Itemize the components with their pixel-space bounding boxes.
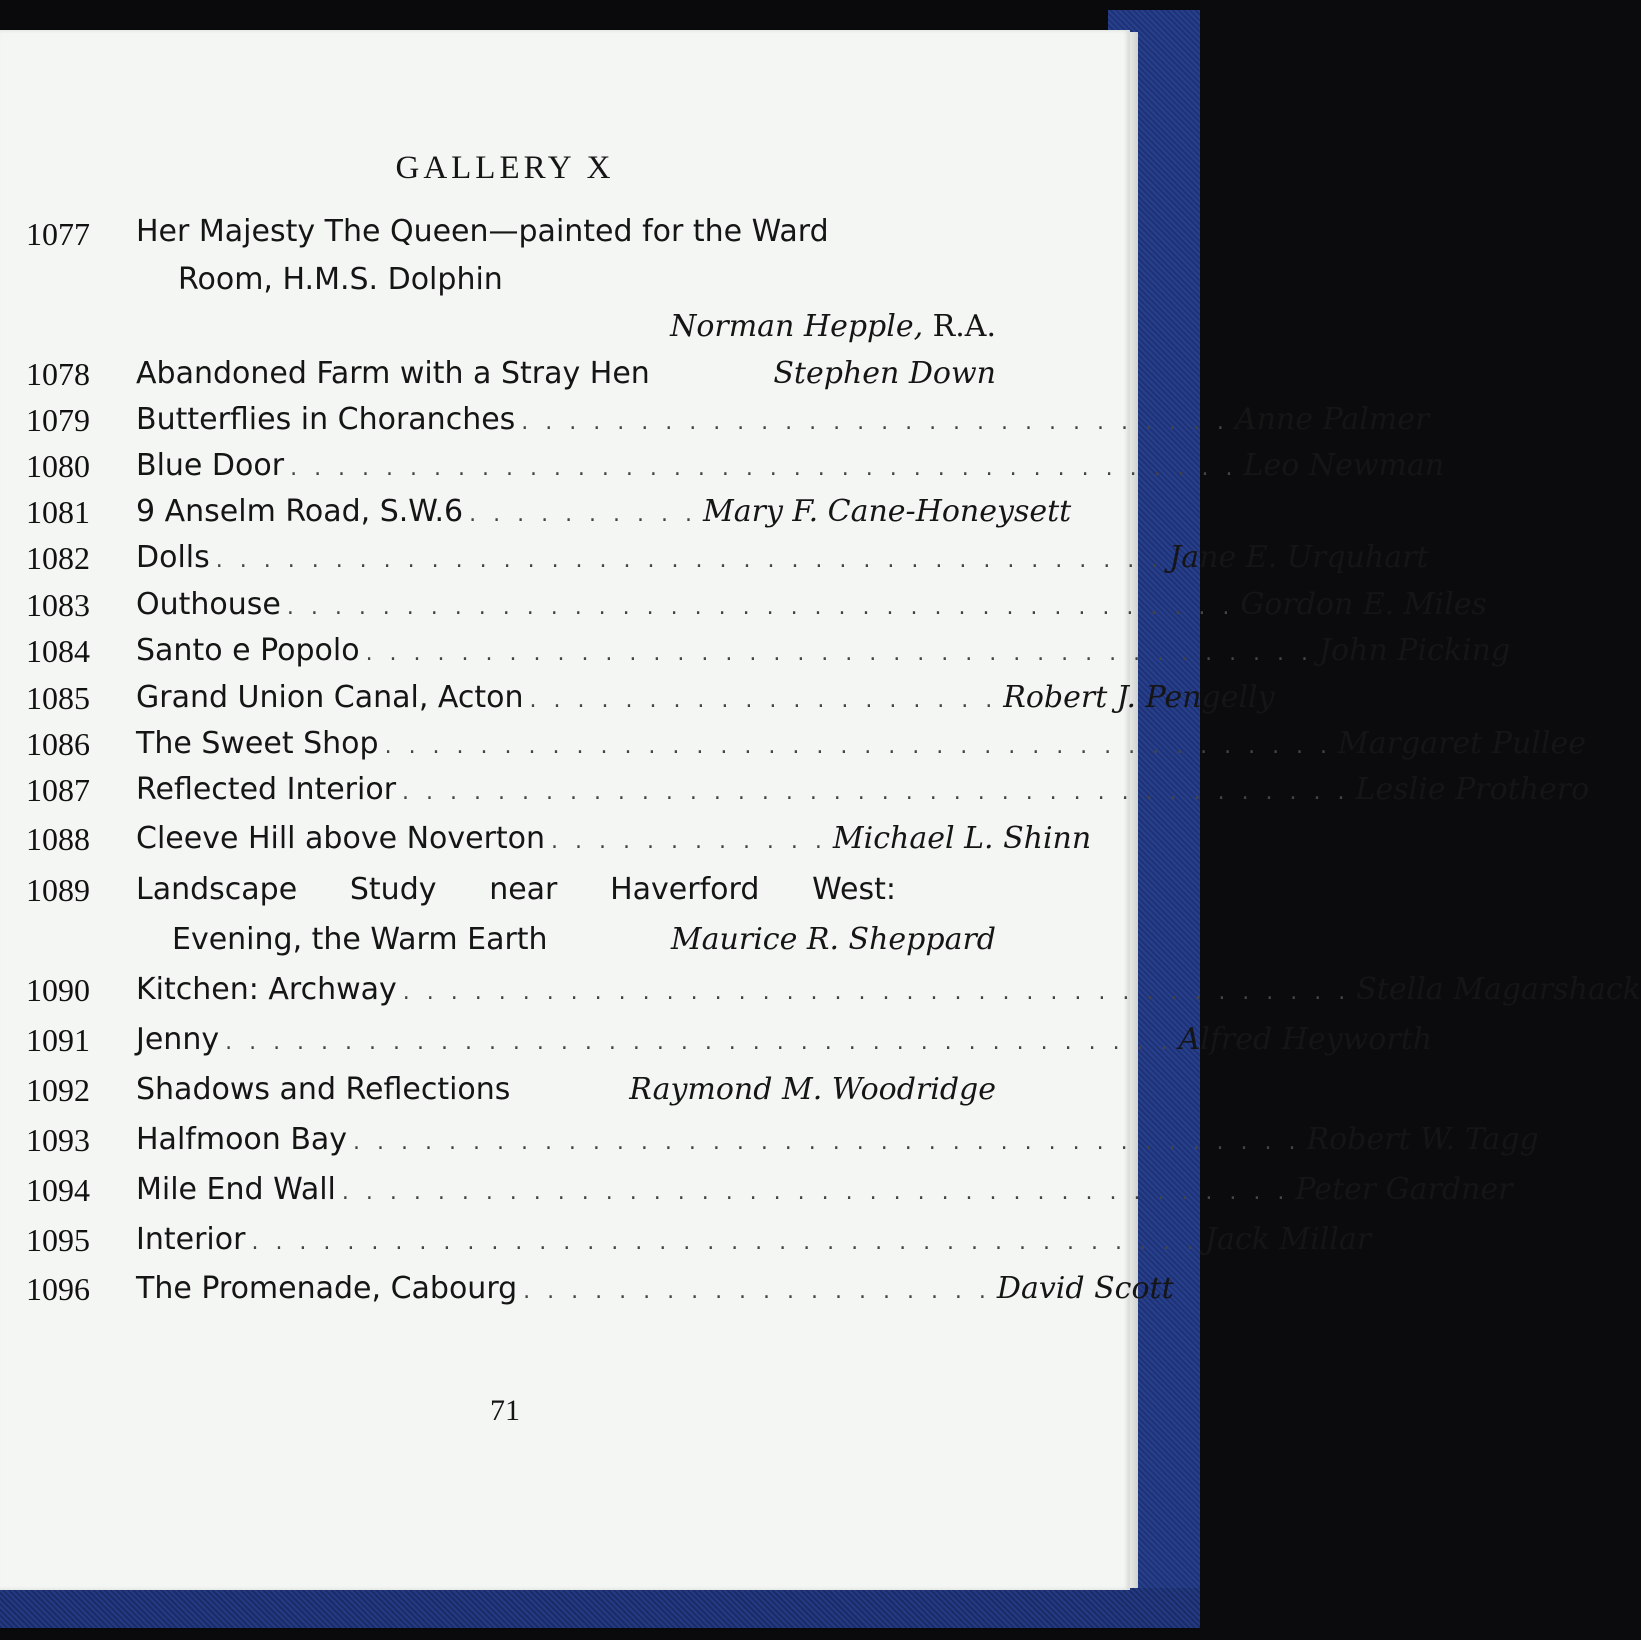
entry-artist: Jane E. Urquhart bbox=[1169, 540, 1429, 575]
entry-number: 1079 bbox=[26, 402, 90, 438]
dot-leader: . . . . . . . . . . . . . . . . . . . . . . . . . . . . . . . . . . . . . . . . bbox=[353, 1130, 1301, 1155]
catalogue-entry bbox=[136, 356, 996, 396]
entry-number: 1094 bbox=[26, 1172, 90, 1208]
entry-title: Cleeve Hill above Noverton bbox=[136, 821, 546, 856]
entry-number: 1083 bbox=[26, 587, 90, 623]
dot-leader: . . . . . . . . . . . . . . . . . . . . . . . . . . . . . . bbox=[521, 410, 1229, 435]
catalogue-entry bbox=[136, 448, 1445, 488]
entry-artist: Raymond M. Woodridge bbox=[629, 1072, 996, 1107]
entry-title: Jenny bbox=[136, 1022, 220, 1057]
catalogue-entry bbox=[136, 1022, 1433, 1062]
catalogue-entry bbox=[136, 1222, 1372, 1262]
entry-artist: Leslie Prothero bbox=[1355, 772, 1590, 807]
entry-title-word: Study bbox=[349, 872, 437, 907]
catalogue-entry bbox=[136, 772, 1590, 812]
entry-artist: Maurice R. Sheppard bbox=[670, 922, 996, 957]
entry-number: 1090 bbox=[26, 972, 90, 1008]
catalogue-entry bbox=[136, 1271, 1174, 1311]
entry-title: Blue Door bbox=[136, 448, 285, 483]
catalogue-entry bbox=[136, 1072, 996, 1112]
dot-leader: . . . . . . . . . . . . . . . . . . . . bbox=[529, 688, 998, 713]
gallery-heading: GALLERY X bbox=[395, 150, 615, 186]
catalogue-entry bbox=[136, 1122, 1539, 1162]
entry-artist: Mary F. Cane-Honeysett bbox=[703, 494, 1072, 529]
entry-number: 1080 bbox=[26, 448, 90, 484]
entry-number: 1086 bbox=[26, 726, 90, 762]
entry-title: Grand Union Canal, Acton bbox=[136, 680, 524, 715]
entry-title: 9 Anselm Road, S.W.6 bbox=[136, 494, 464, 529]
entry-title-word: Haverford bbox=[610, 872, 760, 907]
dot-leader: . . . . . . . . . . . . . . . . . . . . . . . . . . . . . . . . . . . . . . . . bbox=[286, 595, 1235, 620]
catalogue-entry bbox=[136, 402, 1430, 442]
entry-number: 1081 bbox=[26, 494, 90, 530]
entry-title: Reflected Interior bbox=[136, 772, 397, 807]
entry-title-word: West: bbox=[812, 872, 896, 907]
entry-title: The Sweet Shop bbox=[136, 726, 379, 761]
entry-title: Mile End Wall bbox=[136, 1172, 336, 1207]
entry-artist: Norman Hepple, bbox=[670, 309, 924, 344]
entry-title-continuation: Room, H.M.S. Dolphin bbox=[178, 262, 503, 297]
entry-title: Abandoned Farm with a Stray Hen bbox=[136, 356, 650, 391]
entry-artist: Jack Millar bbox=[1204, 1222, 1372, 1257]
entry-number: 1078 bbox=[26, 356, 90, 392]
entry-title: Kitchen: Archway bbox=[136, 972, 397, 1007]
entry-title: Her Majesty The Queen—painted for the Ward bbox=[136, 214, 829, 249]
catalogue-entry bbox=[136, 633, 1511, 673]
catalogue-entry bbox=[136, 972, 1641, 1012]
entry-title-word: Landscape bbox=[136, 872, 298, 907]
entry-title: Interior bbox=[136, 1222, 246, 1257]
dot-leader: . . . . . . . . . . . . . . . . . . . . . . . . . . . . . . . . . . . . . . . . bbox=[290, 456, 1238, 481]
entry-artist: Michael L. Shinn bbox=[832, 821, 1092, 856]
dot-leader: . . . . . . . . . . . . bbox=[551, 829, 827, 854]
entry-number: 1084 bbox=[26, 633, 90, 669]
entry-title: Shadows and Reflections bbox=[136, 1072, 511, 1107]
entry-title: Outhouse bbox=[136, 587, 281, 622]
entry-title: Santo e Popolo bbox=[136, 633, 360, 668]
entry-artist: Robert W. Tagg bbox=[1306, 1122, 1539, 1157]
entry-number: 1082 bbox=[26, 540, 90, 576]
entry-number: 1089 bbox=[26, 872, 90, 908]
entry-title: The Promenade, Cabourg bbox=[136, 1271, 518, 1306]
entry-number: 1091 bbox=[26, 1022, 90, 1058]
dot-leader: . . . . . . . . . . . . . . . . . . . . bbox=[523, 1279, 991, 1304]
dot-leader: . . . . . . . . . . . . . . . . . . . . . . . . . . . . . . . . . . . . . . . . bbox=[225, 1030, 1173, 1055]
entry-number: 1093 bbox=[26, 1122, 90, 1158]
entry-artist: Peter Gardner bbox=[1295, 1172, 1513, 1207]
cloth-binding-bottom bbox=[0, 1588, 1200, 1628]
catalogue-entry bbox=[136, 680, 1275, 720]
entry-number: 1088 bbox=[26, 821, 90, 857]
entry-artist: Leo Newman bbox=[1243, 448, 1445, 483]
catalogue-entry bbox=[136, 1172, 1513, 1212]
entry-artist-line bbox=[136, 309, 996, 344]
entry-artist: Margaret Pullee bbox=[1338, 726, 1586, 761]
catalogue-entry bbox=[136, 540, 1429, 580]
entry-title-continuation: Evening, the Warm Earth bbox=[172, 922, 548, 957]
entry-artist: Gordon E. Miles bbox=[1240, 587, 1487, 622]
entry-artist: David Scott bbox=[996, 1271, 1174, 1306]
entry-number: 1085 bbox=[26, 680, 90, 716]
entry-number: 1092 bbox=[26, 1072, 90, 1108]
catalogue-entry bbox=[136, 821, 1092, 861]
entry-number: 1096 bbox=[26, 1271, 90, 1307]
entry-artist: Robert J. Pengelly bbox=[1003, 680, 1275, 715]
dot-leader: . . . . . . . . . . . . . . . . . . . . . . . . . . . . . . . . . . . . . . . . bbox=[402, 780, 1350, 805]
dot-leader: . . . . . . . . . . . . . . . . . . . . . . . . . . . . . . . . . . . . . . . . bbox=[341, 1180, 1290, 1205]
catalogue-entry bbox=[136, 587, 1487, 627]
entry-artist-honours: R.A. bbox=[932, 309, 996, 344]
dot-leader: . . . . . . . . . . . . . . . . . . . . . . . . . . . . . . . . . . . . . . . . bbox=[365, 641, 1314, 666]
entry-title-line bbox=[136, 214, 996, 254]
entry-artist: Anne Palmer bbox=[1234, 402, 1430, 437]
entry-number: 1087 bbox=[26, 772, 90, 808]
entry-artist: Stella Magarshack bbox=[1356, 972, 1641, 1007]
catalogue-entry bbox=[136, 726, 1586, 766]
catalogue-entry bbox=[136, 494, 1072, 534]
entry-title-word: near bbox=[489, 872, 558, 907]
dot-leader: . . . . . . . . . . . . . . . . . . . . . . . . . . . . . . . . . . . . . . . . bbox=[251, 1230, 1199, 1255]
page-number: 71 bbox=[490, 1394, 520, 1427]
entry-artist: John Picking bbox=[1319, 633, 1511, 668]
entry-artist: Alfred Heyworth bbox=[1178, 1022, 1433, 1057]
dot-leader: . . . . . . . . . . . . . . . . . . . . . . . . . . . . . . . . . . . . . . . . bbox=[384, 734, 1333, 759]
entry-number: 1095 bbox=[26, 1222, 90, 1258]
entry-title-line bbox=[136, 872, 896, 907]
entry-artist: Stephen Down bbox=[773, 356, 996, 391]
dot-leader: . . . . . . . . . . bbox=[469, 502, 697, 527]
page-edge bbox=[1130, 32, 1138, 1588]
entry-title: Halfmoon Bay bbox=[136, 1122, 348, 1157]
dot-leader: . . . . . . . . . . . . . . . . . . . . . . . . . . . . . . . . . . . . . . . . bbox=[402, 980, 1351, 1005]
entry-continuation-line bbox=[172, 922, 996, 957]
dot-leader: . . . . . . . . . . . . . . . . . . . . . . . . . . . . . . . . . . . . . . . . bbox=[215, 548, 1164, 573]
entry-title: Dolls bbox=[136, 540, 210, 575]
entry-number: 1077 bbox=[26, 216, 90, 252]
entry-title: Butterflies in Choranches bbox=[136, 402, 516, 437]
